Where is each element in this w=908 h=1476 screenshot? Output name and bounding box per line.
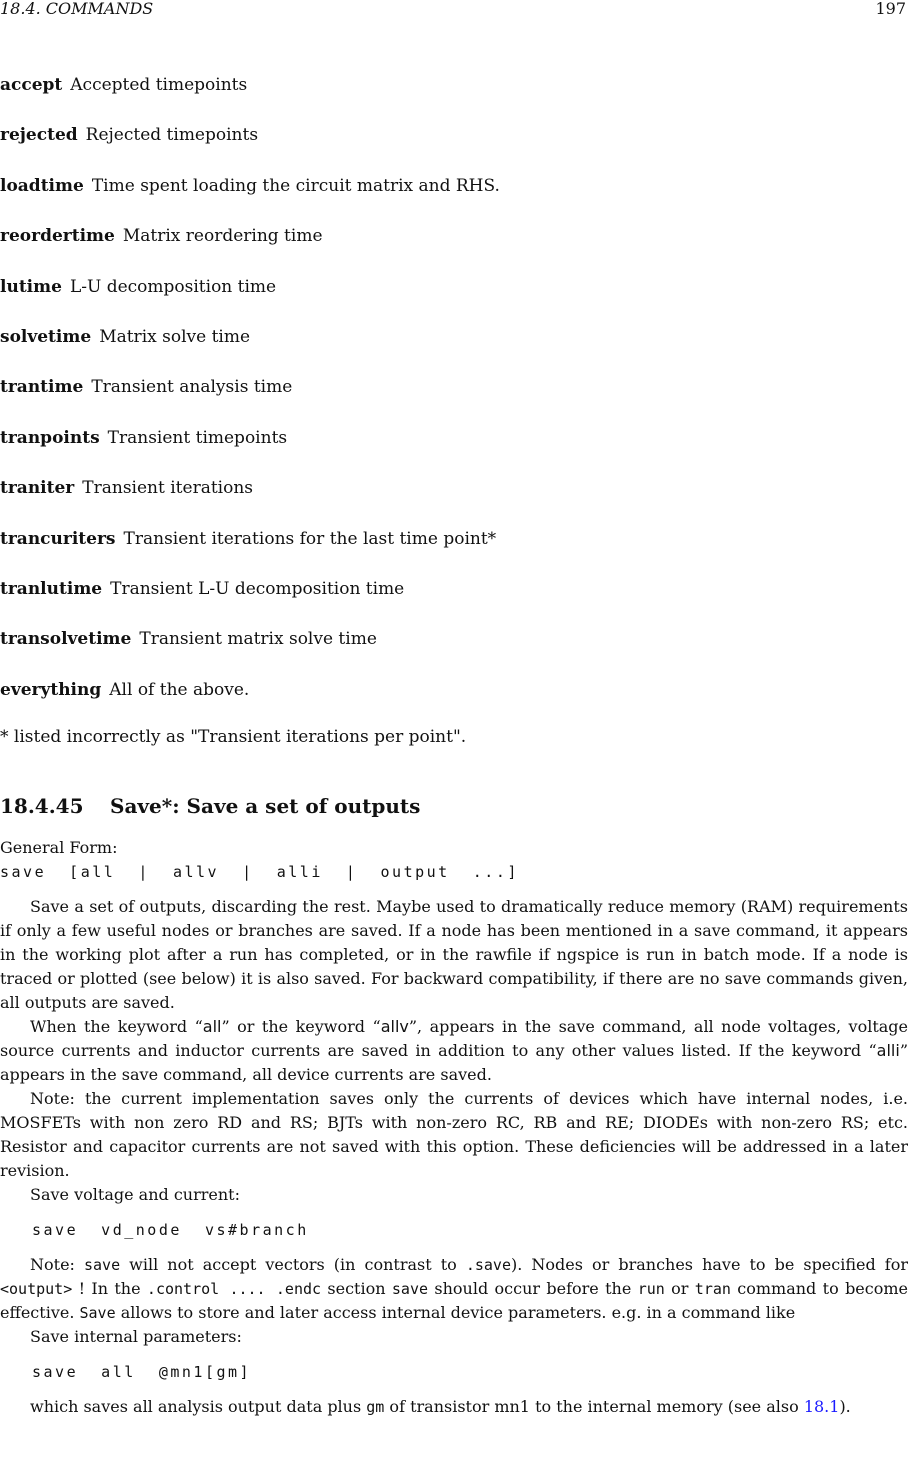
- cross-reference-link[interactable]: 18.1: [803, 1397, 840, 1416]
- paragraph-note-implementation: Note: the current implementation saves only the currents of devices which have internal nodes, i.e. MOSFETs with non zero RD and RS; BJTs with non-zero RC, RB and RE; DIODEs with non-zero RS; etc. Resistor and capacitor currents are not saved with this option. These deficiencies will be addressed in a later revision.: [0, 1089, 908, 1180]
- text-run: ! In the: [72, 1279, 147, 1298]
- definition-description: L-U decomposition time: [69, 276, 277, 297]
- code-example-save-voltage: save vd_node vs#branch: [32, 1221, 309, 1239]
- inline-code: <output>: [0, 1280, 73, 1298]
- text-run: of transistor mn1 to the internal memory (see also: [384, 1397, 804, 1416]
- keyword-alli: alli: [876, 1041, 900, 1060]
- text-run: When the keyword “: [30, 1017, 203, 1036]
- definition-term: tranpoints: [0, 427, 100, 448]
- running-header-section: 18.4. COMMANDS: [0, 0, 154, 18]
- text-run: ” or the keyword “: [221, 1017, 381, 1036]
- definition-item: [0, 576, 908, 626]
- paragraph-note-save: [0, 1253, 908, 1325]
- definition-term: reordertime: [0, 226, 115, 247]
- text-run: will not accept vectors (in contrast to: [120, 1255, 466, 1274]
- definition-term: trantime: [0, 377, 84, 398]
- definition-term: loadtime: [0, 175, 84, 196]
- definition-item: [0, 324, 908, 374]
- section-title: Save*: Save a set of outputs: [110, 794, 421, 818]
- definition-item: [0, 425, 908, 475]
- paragraph-save-internal-label: Save internal parameters:: [30, 1327, 242, 1346]
- definition-item: [0, 72, 908, 122]
- definition-item: [0, 526, 908, 576]
- definition-term: solvetime: [0, 326, 92, 347]
- inline-code: run: [637, 1280, 665, 1298]
- definition-description: Matrix solve time: [99, 326, 251, 347]
- page-header: [0, 0, 908, 24]
- inline-code: Save: [79, 1304, 116, 1322]
- definition-item: [0, 677, 908, 727]
- text-run: should occur before the: [428, 1279, 638, 1298]
- text-run: ).: [839, 1397, 851, 1416]
- text-run: ”, appears in the save command, all node voltages, voltage source currents and inductor currents are saved in addition to any other values listed. If the keyword “: [0, 1017, 908, 1060]
- definition-term: trancuriters: [0, 528, 116, 549]
- text-run: Note:: [30, 1255, 84, 1274]
- inline-code: save: [391, 1280, 429, 1298]
- definition-term: rejected: [0, 125, 78, 146]
- keyword-allv: allv: [380, 1017, 409, 1036]
- text-run: or: [664, 1279, 695, 1298]
- paragraph-keywords: [0, 1015, 908, 1087]
- page-number: 197: [875, 0, 906, 18]
- definition-description: Time spent loading the circuit matrix and RHS.: [91, 175, 500, 196]
- definition-description: All of the above.: [109, 679, 250, 700]
- statistics-definition-list: [0, 72, 908, 727]
- footnote: * listed incorrectly as "Transient iterations per point".: [0, 727, 467, 747]
- definition-item: [0, 173, 908, 223]
- inline-code: save: [83, 1256, 121, 1274]
- definition-description: Rejected timepoints: [85, 125, 259, 146]
- inline-code: tran: [694, 1280, 731, 1298]
- definition-description: Transient L-U decomposition time: [110, 578, 405, 599]
- definition-description: Transient iterations for the last time point*: [123, 528, 497, 549]
- inline-code: gm: [366, 1398, 385, 1416]
- paragraph-saves-all: [0, 1395, 908, 1419]
- text-run: ” appears in the save command, all device currents are saved.: [0, 1041, 908, 1084]
- general-form-label: General Form:: [0, 838, 118, 857]
- general-form-code: save [all | allv | alli | output ...]: [0, 863, 519, 881]
- text-run: which saves all analysis output data plus: [30, 1397, 367, 1416]
- definition-item: [0, 223, 908, 273]
- definition-description: Transient iterations: [82, 478, 254, 499]
- definition-description: Transient matrix solve time: [139, 629, 377, 650]
- section-body: [0, 836, 908, 1419]
- definition-description: Transient timepoints: [107, 427, 288, 448]
- inline-code: .control .... .endc: [146, 1280, 322, 1298]
- paragraph-save-voltage-label: Save voltage and current:: [30, 1185, 240, 1204]
- definition-term: lutime: [0, 276, 62, 297]
- definition-item: [0, 122, 908, 172]
- text-run: ). Nodes or branches have to be specified for: [511, 1255, 908, 1274]
- text-run: command to become effective.: [0, 1279, 908, 1322]
- code-example-save-internal: save all @mn1[gm]: [32, 1363, 252, 1381]
- definition-term: traniter: [0, 478, 75, 499]
- definition-description: Accepted timepoints: [70, 75, 248, 95]
- text-run: section: [321, 1279, 392, 1298]
- paragraph-save-description: Save a set of outputs, discarding the rest. Maybe used to dramatically reduce memory (RAM) requirements if only a few useful nodes or branches are saved. If a node has been mentioned in a save command, it appears in the working plot after a run has completed, or in the rawfile if ngspice is run in batch mode. If a node is traced or plotted (see below) it is also saved. For backward compatibility, if there are no save commands given, all outputs are saved.: [0, 897, 908, 1012]
- keyword-all: all: [202, 1017, 222, 1036]
- definition-term: everything: [0, 679, 102, 700]
- definition-term: tranlutime: [0, 578, 103, 599]
- definition-item: [0, 374, 908, 424]
- definition-term: transolvetime: [0, 629, 132, 650]
- inline-code: .save: [465, 1256, 511, 1274]
- definition-item: [0, 274, 908, 324]
- definition-item: [0, 626, 908, 676]
- section-heading: [0, 792, 420, 820]
- definition-term: accept: [0, 75, 63, 95]
- text-run: allows to store and later access internal device parameters. e.g. in a command like: [115, 1303, 796, 1322]
- definition-description: Transient analysis time: [91, 377, 293, 398]
- definition-item: [0, 475, 908, 525]
- definition-description: Matrix reordering time: [122, 226, 323, 247]
- section-number: 18.4.45: [0, 794, 84, 818]
